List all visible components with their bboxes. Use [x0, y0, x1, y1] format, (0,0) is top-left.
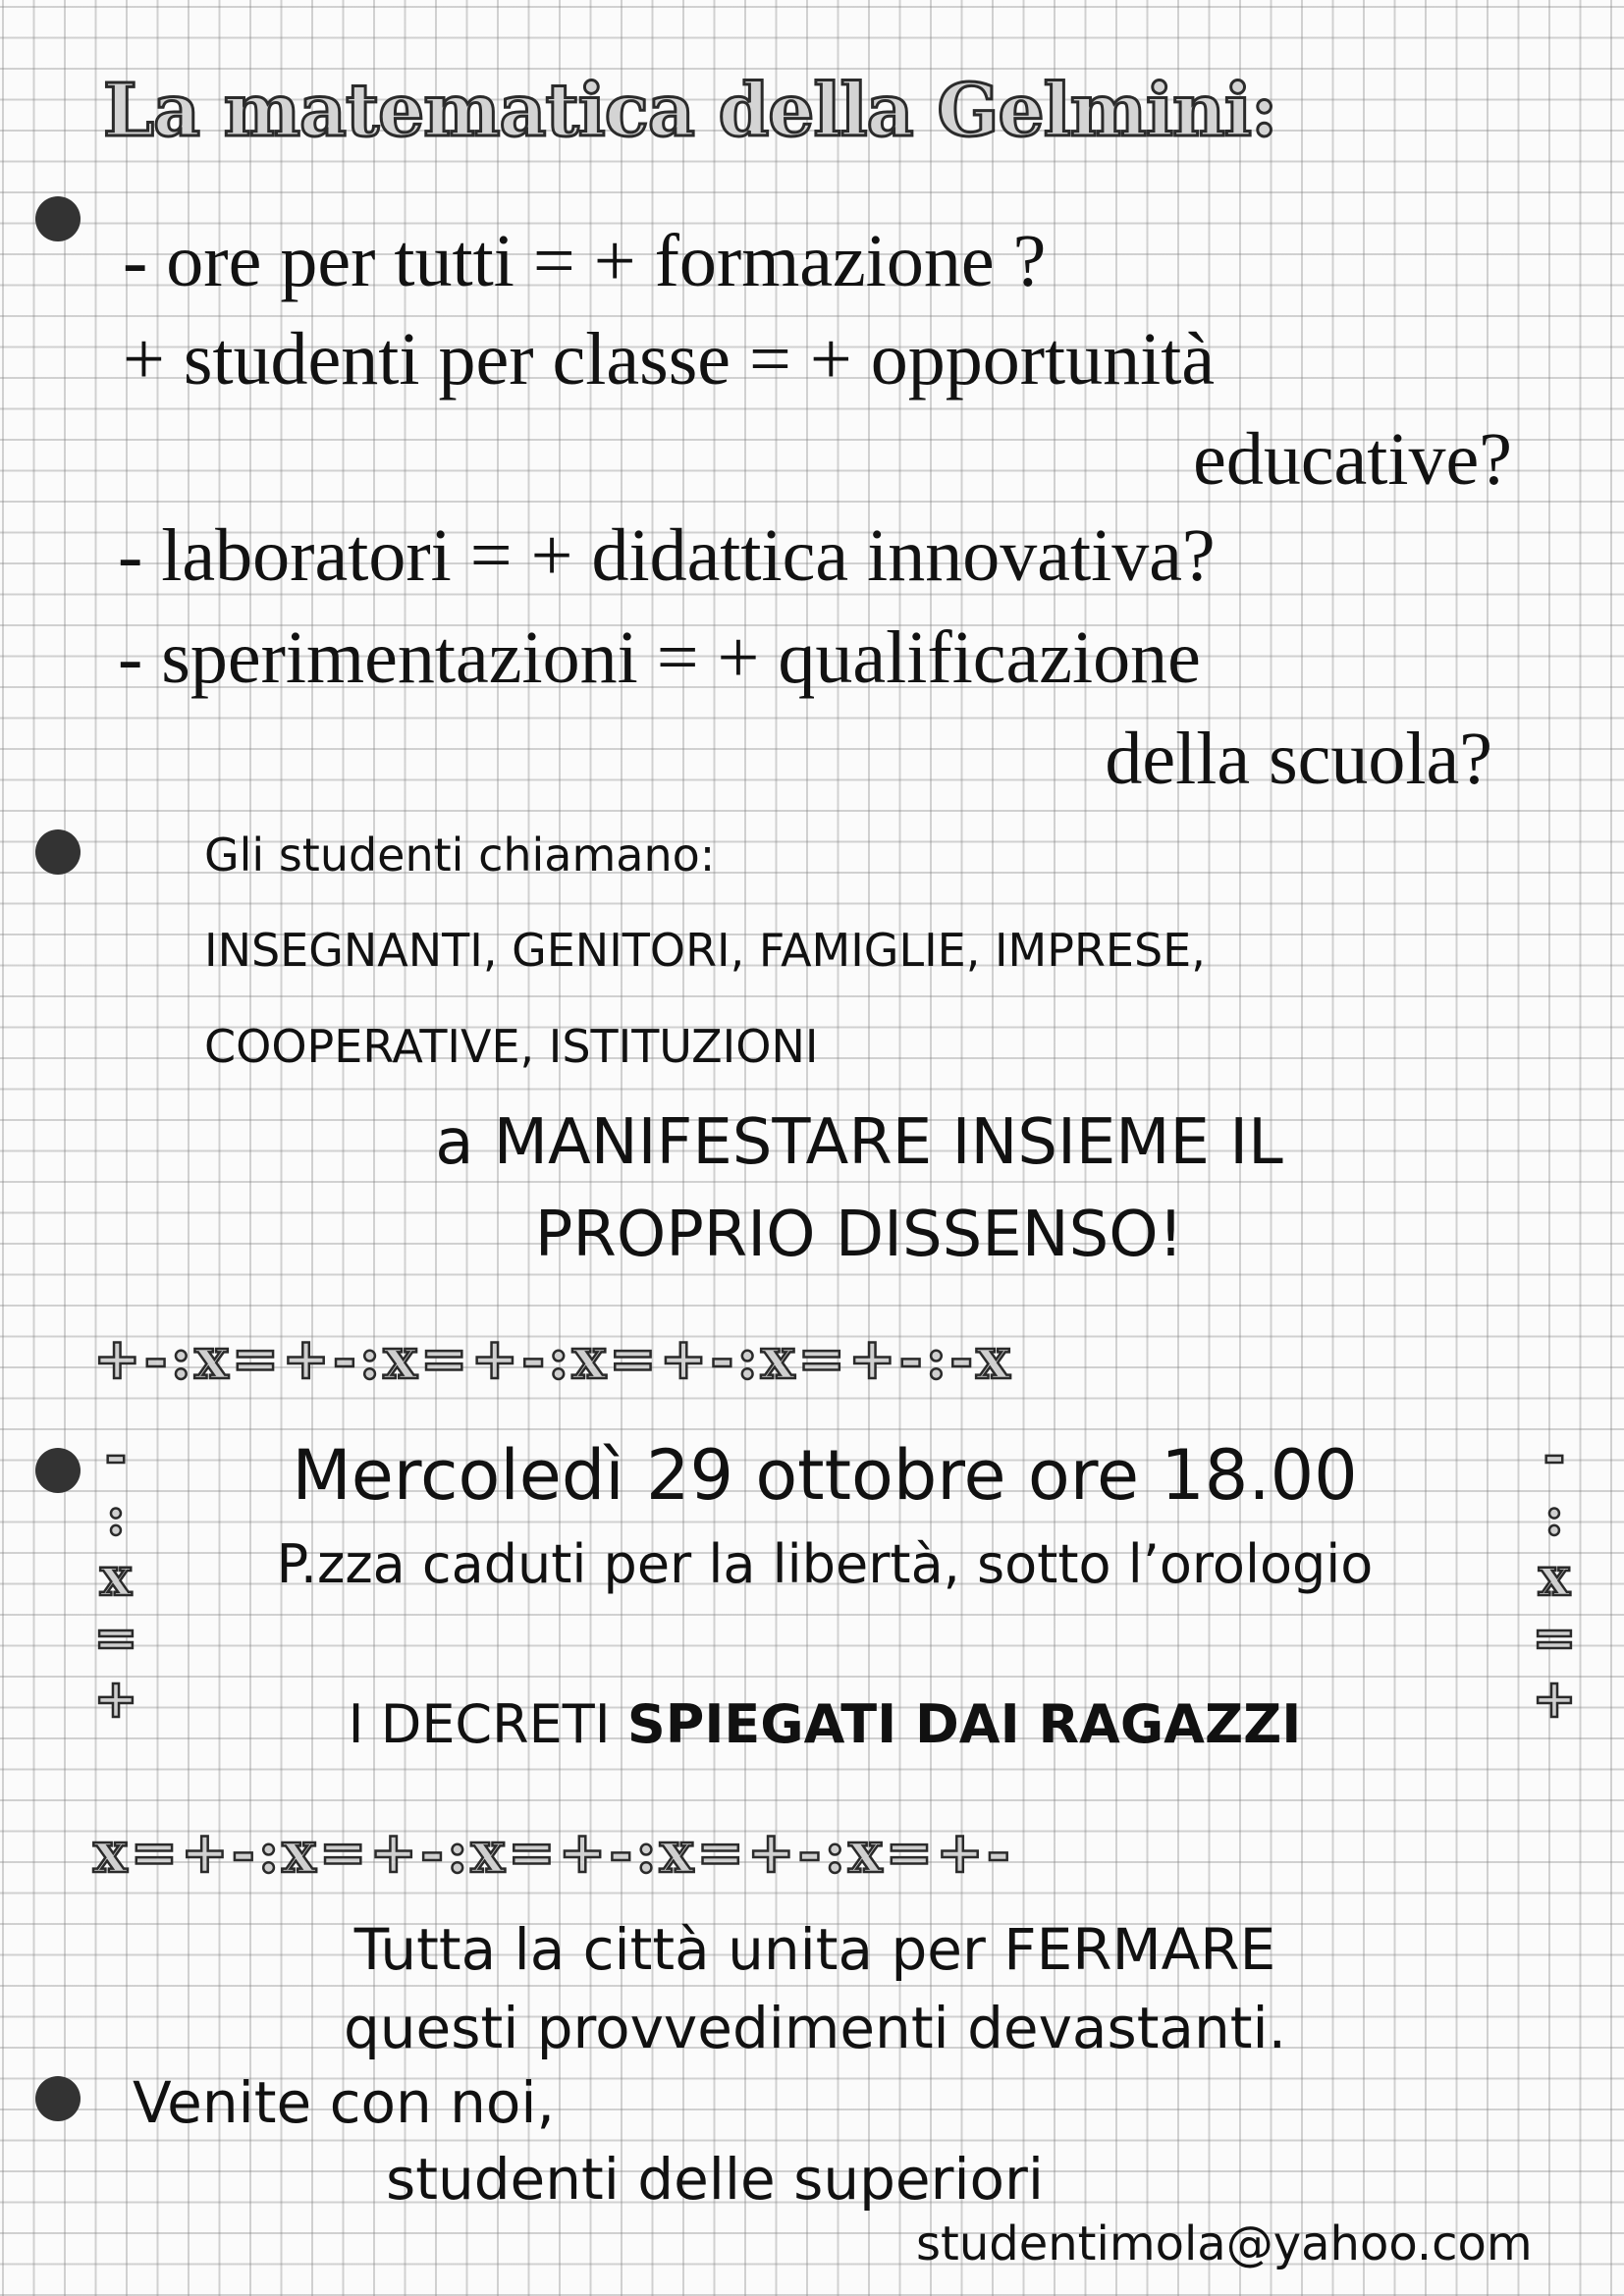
symbol-border-bottom: x=+-:x=+-:x=+-:x=+-:x=+-: [93, 1819, 1013, 1886]
left-equals-symbol: =: [93, 1606, 138, 1669]
binder-hole-2: [35, 829, 81, 875]
question-line-3: - laboratori = + didattica innovativa?: [118, 514, 1216, 597]
call-headline-line-1: a MANIFESTARE INSIEME IL: [435, 1106, 1283, 1179]
closing-line-1: Tutta la città unita per FERMARE: [353, 1916, 1276, 1983]
event-subtitle-bold: SPIEGATI DAI RAGAZZI: [626, 1693, 1302, 1755]
question-line-1: - ore per tutti = + formazione ?: [123, 220, 1047, 302]
right-colon-symbol: :: [1544, 1484, 1564, 1547]
binder-hole-1: [35, 196, 81, 241]
symbol-border-left: [86, 1423, 145, 1733]
right-plus-symbol: +: [1532, 1667, 1577, 1730]
question-line-4-cont: della scuola?: [1105, 718, 1492, 800]
right-equals-symbol: =: [1532, 1606, 1577, 1669]
call-headline-line-2: PROPRIO DISSENSO!: [534, 1199, 1184, 1271]
symbol-border-right: [1525, 1423, 1584, 1733]
left-times-symbol: x: [99, 1545, 133, 1608]
left-minus-symbol: -: [104, 1423, 128, 1486]
left-plus-symbol: +: [93, 1667, 138, 1730]
right-minus-symbol: -: [1543, 1423, 1566, 1486]
binder-hole-4: [35, 2076, 81, 2121]
call-intro: Gli studenti chiamano:: [204, 828, 716, 881]
event-subtitle-plain: I DECRETI: [348, 1693, 627, 1755]
contact-email[interactable]: studentimola@yahoo.com: [916, 2216, 1533, 2271]
binder-hole-3: [35, 1448, 81, 1493]
closing-line-3: Venite con noi,: [133, 2069, 555, 2136]
call-groups-line-1: INSEGNANTI, GENITORI, FAMIGLIE, IMPRESE,: [204, 924, 1206, 977]
right-times-symbol: x: [1538, 1545, 1571, 1608]
page-title: La matematica della Gelmini:: [103, 69, 1277, 153]
event-date: Mercoledì 29 ottobre ore 18.00: [292, 1435, 1358, 1516]
closing-line-2: questi provvedimenti devastanti.: [343, 1995, 1287, 2061]
call-groups-line-2: COOPERATIVE, ISTITUZIONI: [204, 1020, 819, 1073]
question-line-2-cont: educative?: [1193, 418, 1512, 501]
event-subtitle: [137, 1693, 1512, 1755]
event-place: P.zza caduti per la libertà, sotto l’orologio: [276, 1533, 1374, 1595]
question-line-2: + studenti per classe = + opportunità: [123, 318, 1216, 400]
left-colon-symbol: :: [106, 1484, 126, 1547]
question-line-4: - sperimentazioni = + qualificazione: [118, 616, 1201, 699]
symbol-border-top: +-:x=+-:x=+-:x=+-:x=+-:-x: [93, 1325, 1013, 1392]
signature: studenti delle superiori: [386, 2146, 1045, 2213]
